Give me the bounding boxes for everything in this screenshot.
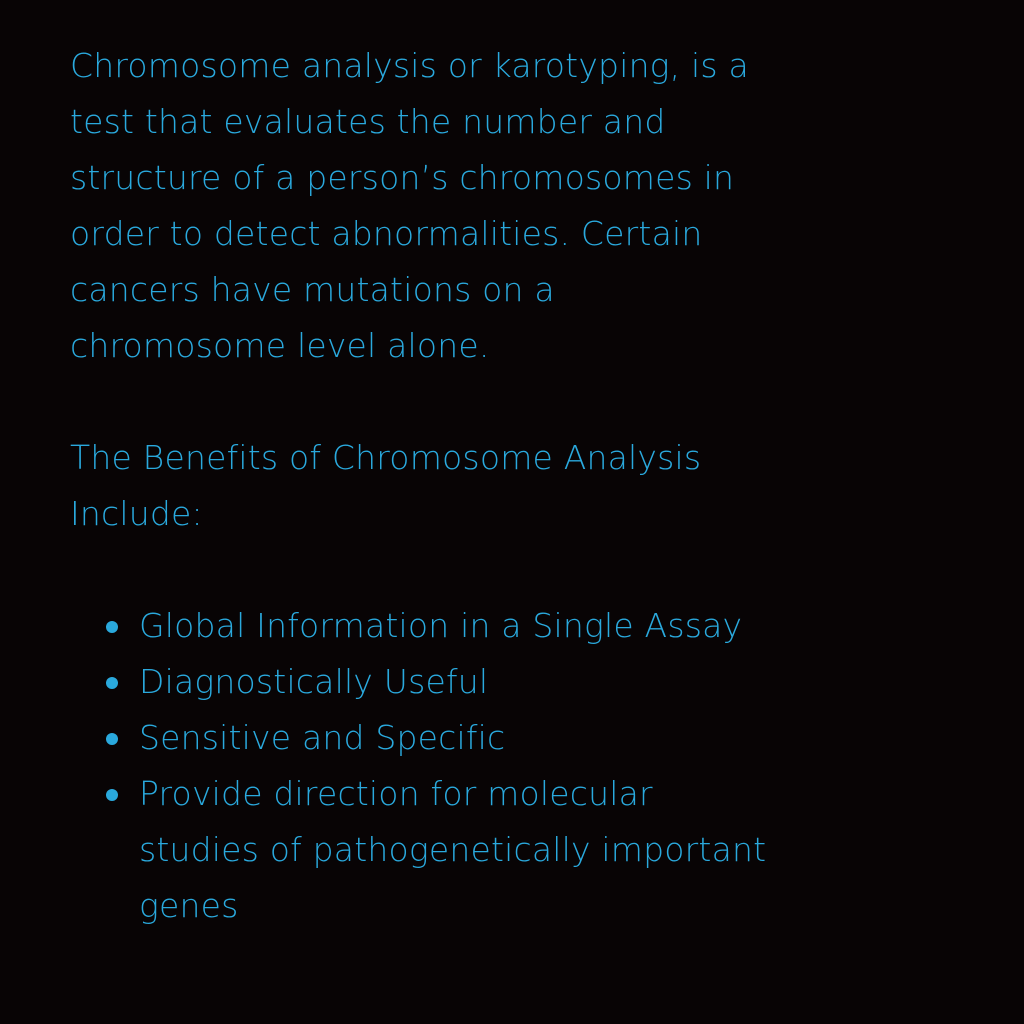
list-item-text: Diagnostically Useful [139,662,489,701]
list-item-text: Global Information in a Single Assay [139,606,743,645]
paragraph-spacer [70,374,970,430]
intro-line: order to detect abnormalities. Certain [70,214,703,253]
intro-line: Chromosome analysis or karotyping, is a [70,46,749,85]
document-body [70,38,970,934]
intro-line: cancers have mutations on a [70,270,555,309]
bullet-icon [106,621,118,633]
list-item-text: studies of pathogenetically important [139,830,767,869]
list-item-text: genes [139,886,239,925]
benefits-heading-line: Include: [70,494,203,533]
list-item [70,766,970,934]
list-item-text: Provide direction for molecular [139,774,653,813]
bullet-icon [106,789,118,801]
benefits-heading [70,430,970,542]
benefits-heading-line: The Benefits of Chromosome Analysis [70,438,702,477]
benefits-list [70,598,970,934]
bullet-icon [106,733,118,745]
bullet-icon [106,677,118,689]
paragraph-spacer [70,542,970,598]
list-item [70,710,970,766]
list-item [70,598,970,654]
intro-line: test that evaluates the number and [70,102,666,141]
intro-line: chromosome level alone. [70,326,490,365]
intro-line: structure of a person’s chromosomes in [70,158,735,197]
list-item [70,654,970,710]
intro-paragraph [70,38,970,374]
list-item-text: Sensitive and Specific [139,718,506,757]
